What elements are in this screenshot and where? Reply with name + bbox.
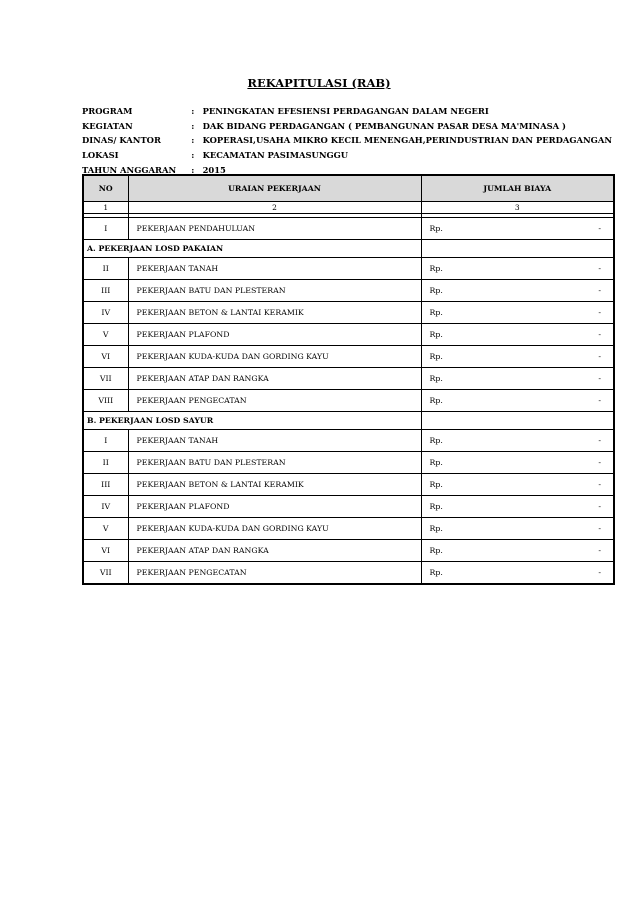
colnum-3: 3: [421, 202, 614, 214]
table-row: [83, 430, 614, 452]
row-no: V: [83, 324, 128, 346]
row-no: I: [83, 218, 128, 240]
section-title: A. PEKERJAAN LOSD PAKAIAN: [83, 240, 421, 258]
table-row: [83, 452, 614, 474]
info-value: 2015: [202, 164, 226, 175]
row-desc: PEKERJAAN KUDA-KUDA DAN GORDING KAYU: [128, 518, 421, 540]
row-no: IV: [83, 496, 128, 518]
table-row: [83, 258, 614, 280]
row-rp: Rp.: [421, 258, 511, 280]
info-row-lokasi: [82, 148, 612, 163]
table-row: [83, 540, 614, 562]
header-no: NO: [83, 175, 128, 202]
row-no: VI: [83, 540, 128, 562]
info-block: [82, 104, 612, 177]
row-rp: Rp.: [421, 540, 511, 562]
row-amount: -: [511, 562, 614, 585]
row-no: II: [83, 258, 128, 280]
table-row: [83, 390, 614, 412]
row-rp: Rp.: [421, 518, 511, 540]
row-no: IV: [83, 302, 128, 324]
row-rp: Rp.: [421, 390, 511, 412]
table-row: [83, 368, 614, 390]
row-rp: Rp.: [421, 302, 511, 324]
row-desc: PEKERJAAN KUDA-KUDA DAN GORDING KAYU: [128, 346, 421, 368]
row-amount: -: [511, 474, 614, 496]
table-row: [83, 562, 614, 585]
row-amount: -: [511, 258, 614, 280]
row-no: III: [83, 474, 128, 496]
row-amount: -: [511, 280, 614, 302]
info-row-kegiatan: [82, 119, 612, 134]
row-rp: Rp.: [421, 218, 511, 240]
row-no: V: [83, 518, 128, 540]
row-no: II: [83, 452, 128, 474]
header-jumlah: JUMLAH BIAYA: [421, 175, 614, 202]
row-desc: PEKERJAAN BATU DAN PLESTERAN: [128, 280, 421, 302]
row-rp: Rp.: [421, 430, 511, 452]
info-label: DINAS/ KANTOR: [82, 135, 161, 146]
info-colon: :: [191, 106, 195, 117]
section-a-header: [83, 240, 614, 258]
info-value: KECAMATAN PASIMASUNGGU: [202, 150, 349, 161]
row-desc: PEKERJAAN TANAH: [128, 430, 421, 452]
row-desc: PEKERJAAN BETON & LANTAI KERAMIK: [128, 302, 421, 324]
info-label: PROGRAM: [82, 106, 133, 117]
table-row: [83, 518, 614, 540]
section-title: B. PEKERJAAN LOSD SAYUR: [83, 412, 421, 430]
row-rp: Rp.: [421, 474, 511, 496]
row-desc: PEKERJAAN ATAP DAN RANGKA: [128, 368, 421, 390]
row-desc: PEKERJAAN PENGECATAN: [128, 562, 421, 585]
row-no: VIII: [83, 390, 128, 412]
row-desc: PEKERJAAN PLAFOND: [128, 324, 421, 346]
table-header-row: [83, 175, 614, 202]
row-no: VII: [83, 368, 128, 390]
table-row: [83, 474, 614, 496]
document-title: REKAPITULASI (RAB): [247, 76, 391, 90]
table-row: [83, 324, 614, 346]
row-rp: Rp.: [421, 280, 511, 302]
row-amount: -: [511, 346, 614, 368]
info-colon: :: [191, 150, 195, 161]
rab-table: [82, 174, 615, 585]
row-desc: PEKERJAAN PENGECATAN: [128, 390, 421, 412]
row-rp: Rp.: [421, 368, 511, 390]
info-value: DAK BIDANG PERDAGANGAN ( PEMBANGUNAN PASAR DESA MA'MINASA ): [202, 120, 566, 131]
info-label: TAHUN ANGGARAN: [82, 164, 177, 175]
table-row: [83, 280, 614, 302]
row-desc: PEKERJAAN PLAFOND: [128, 496, 421, 518]
row-amount: -: [511, 368, 614, 390]
row-amount: -: [511, 540, 614, 562]
row-amount: -: [511, 518, 614, 540]
row-rp: Rp.: [421, 562, 511, 585]
colnum-2: 2: [128, 202, 421, 214]
table-row: [83, 302, 614, 324]
info-value: KOPERASI,USAHA MIKRO KECIL MENENGAH,PERINDUSTRIAN DAN PERDAGANGAN: [202, 135, 612, 146]
info-label: LOKASI: [82, 150, 119, 161]
row-amount: -: [511, 452, 614, 474]
header-uraian: URAIAN PEKERJAAN: [128, 175, 421, 202]
row-amount: -: [511, 324, 614, 346]
column-number-row: [83, 202, 614, 214]
info-colon: :: [191, 120, 195, 131]
row-amount: -: [511, 390, 614, 412]
row-amount: -: [511, 302, 614, 324]
row-rp: Rp.: [421, 452, 511, 474]
info-colon: :: [191, 135, 195, 146]
row-rp: Rp.: [421, 324, 511, 346]
table-row: [83, 496, 614, 518]
row-desc: PEKERJAAN BATU DAN PLESTERAN: [128, 452, 421, 474]
row-no: VII: [83, 562, 128, 585]
row-no: III: [83, 280, 128, 302]
info-colon: :: [191, 164, 195, 175]
row-no: VI: [83, 346, 128, 368]
section-b-header: [83, 412, 614, 430]
row-rp: Rp.: [421, 496, 511, 518]
info-row-program: [82, 104, 612, 119]
row-amount: -: [511, 496, 614, 518]
colnum-1: 1: [83, 202, 128, 214]
row-desc: PEKERJAAN BETON & LANTAI KERAMIK: [128, 474, 421, 496]
row-rp: Rp.: [421, 346, 511, 368]
row-desc: PEKERJAAN PENDAHULUAN: [128, 218, 421, 240]
row-amount: -: [511, 218, 614, 240]
row-desc: PEKERJAAN TANAH: [128, 258, 421, 280]
row-amount: -: [511, 430, 614, 452]
table-row: [83, 218, 614, 240]
row-desc: PEKERJAAN ATAP DAN RANGKA: [128, 540, 421, 562]
row-no: I: [83, 430, 128, 452]
info-label: KEGIATAN: [82, 120, 133, 131]
table-row: [83, 346, 614, 368]
info-value: PENINGKATAN EFESIENSI PERDAGANGAN DALAM NEGERI: [202, 106, 489, 117]
info-row-dinas: [82, 133, 612, 148]
